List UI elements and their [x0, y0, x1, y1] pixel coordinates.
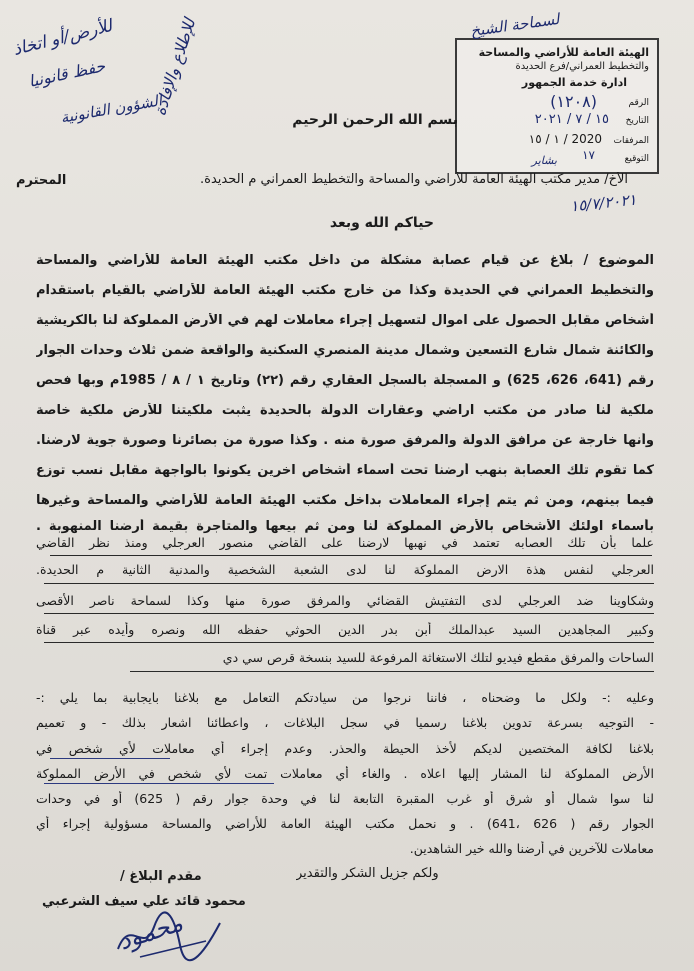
stamp-org-line1: الهيئة العامة للأراضي والمساحة	[478, 46, 649, 59]
honorific: المحترم	[16, 173, 67, 188]
greeting: حياكم الله وبعد	[329, 215, 434, 231]
stamp-org-line3: ادارة خدمة الجمهور	[521, 76, 627, 89]
text-line: والكائنة شمال شارع التسعين وشمال مدينة المنصري السكنية والواقعة ضمن ثلاث وحدات الجوار	[36, 343, 654, 358]
underline	[44, 583, 654, 584]
stamp-ref-value: (١٢٠٨)	[550, 92, 597, 111]
stamp-ref-label: الرقم	[628, 98, 649, 108]
underline	[50, 758, 170, 759]
stamp-sig-value: بشاير	[531, 154, 557, 167]
closing-thanks: ولكم جزيل الشكر والتقدير	[296, 866, 439, 881]
text-line: الساحات والمرفق مقطع فيديو لتلك الاستغاثة المرفوعة للسيد بنسخة قرص سي دي	[222, 650, 654, 665]
text-line: الجوار رقم ( 626 ،641) . و نحمل مكتب الهيئة العامة للأراضي والمساحة مسؤولية إجراء أي	[36, 816, 654, 831]
text-line: وعليه :- ولكل ما وضحناه ، فاننا نرجوا من سيادتكم التعامل مع بلاغنا بايجابية بما يلي :-	[36, 690, 654, 705]
text-line: كما تقوم تلك العصابة بنهب أرضنا تحت أسماء أشخاص اخرين يكونوا بالواجهة مقابل نسب توزع	[36, 463, 654, 478]
text-line: ملكية لنا صادر من مكتب اراضي وعقارات الدولة بالحديدة يثبت ملكيتنا للأرض ملكية خاصة	[36, 403, 654, 418]
text-line: علما بأن تلك العصابه تعتمد في نهبها لارضنا على القاضي منصور العرجلي ومنذ نظر القاضي	[36, 535, 654, 550]
addressee-line: الأخ/ مدير مكتب الهيئة العامة للأراضي والمساحة والتخطيط العمراني م الحديدة.	[200, 172, 628, 187]
submitter-label: مقدم البلاغ /	[120, 869, 202, 884]
underline	[44, 783, 274, 784]
handwritten-note-top-left-1: للأرض/أو اتخاذ	[11, 16, 115, 60]
underline	[130, 671, 654, 672]
handwritten-note-top-left-3: الشؤون القانونية	[59, 91, 164, 127]
submitter-signature: محمود	[115, 908, 187, 956]
underline	[44, 642, 654, 643]
handwritten-note-top-left-2: حفظ قانونيا	[26, 56, 107, 91]
text-line: وأنها خارجة عن مرافق الدولة والمرفق صورة منه . وكذا صورة من بصائرنا وصورة جوية لارضنا.	[36, 433, 654, 448]
stamp-attach-value: ١٧	[582, 148, 595, 162]
handwritten-note-top-center: لسماحة الشيخ	[469, 9, 561, 41]
text-line: وكبير المجاهدين السيد عبدالملك أبن بدر الدين الحوثي حفظه الله ونصره وأيده عبر قناة	[36, 622, 654, 637]
text-line: - التوجيه بسرعة تدوين بلاغنا رسميا في سجل البلاغات ، واعطائنا اشعار بذلك - و تعميم	[36, 715, 654, 730]
signature-scribble-icon	[110, 905, 230, 965]
basmala: بسم الله الرحمن الرحيم	[292, 112, 458, 128]
text-line: بأسماء اولئك الأشخاص بالأرض المملوكة لنا ومن ثم بيعها والمتاجرة بقيمة أرضنا المنهوبة .	[36, 519, 654, 534]
text-line: والتخطيط العمراني في الحديدة وكذا من خارج مكتب الهيئة العامة للأراضي بالقيام باستقدام	[36, 283, 654, 298]
text-line: معاملات للآخرين في أرضنا والله خير الشاهدين.	[409, 841, 654, 856]
text-line: وشكاوينا ضد العرجلي لدى التفتيش القضائي والمرفق صورة منها وكذا لسماحة ناصر الأقصى	[36, 593, 654, 608]
stamp-sig-label: التوقيع	[624, 154, 649, 164]
stamp-attach-label: المرفقات	[613, 136, 649, 146]
handwritten-note-margin: للإطلاع والإفادة	[150, 16, 200, 118]
underline	[44, 613, 654, 614]
text-line: الموضوع / بلاغ عن قيام عصابة مشكلة من داخل مكتب الهيئة العامة للأراضي والمساحة	[36, 253, 654, 268]
text-line: الأرض المملوكة لنا المشار إليها اعلاه . والغاء أي معاملات تمت لأي شخص في الأرض المملوكة	[36, 766, 654, 781]
text-line: بلاغنا لكافة المختصين لديكم لأخذ الحيطة والحذر. وعدم إجراء أي معاملات لأي شخص في	[36, 741, 654, 756]
stamp-date-label: التاريخ	[625, 116, 649, 126]
underline	[50, 555, 652, 556]
stamp-date-greg: 2020 / ١ / ١٥	[528, 132, 602, 146]
reception-stamp	[455, 38, 659, 174]
text-line: رقم (641، 626، 625) و المسجلة بالسجل العقاري رقم (٢٢) وتاريخ ١ / ٨ / 1985م وبها فحص	[36, 373, 654, 388]
handwritten-date-right: ١٥/٧/٢٠٢١	[569, 190, 638, 216]
text-line: فيما بينهم، ومن ثم يتم إجراء المعاملات بداخل مكتب الهيئة العامة للأراضي والمساحة وغيرها	[36, 493, 654, 508]
text-line: لنا سوا شمال أو شرق أو غرب المقبرة التابعة لنا في وحدة جوار رقم ( 625) أو في وحدات	[36, 791, 654, 806]
text-line: العرجلي لنفس هذة الارض المملوكة لنا لدى الشعبة الشخصية والمدنية الثانية م الحديدة.	[36, 562, 654, 577]
text-line: أشخاص مقابل الحصول على اموال لتسهيل إجراء معاملات لهم في الأرض المملوكة لنا بالكريشية	[36, 313, 654, 328]
stamp-date-value: ١٥ / ٧ / ٢٠٢١	[534, 112, 609, 127]
submitter-name: محمود قائد علي سيف الشرعبي	[42, 894, 246, 909]
stamp-org-line2: والتخطيط العمراني/فرع الحديدة	[515, 61, 649, 72]
